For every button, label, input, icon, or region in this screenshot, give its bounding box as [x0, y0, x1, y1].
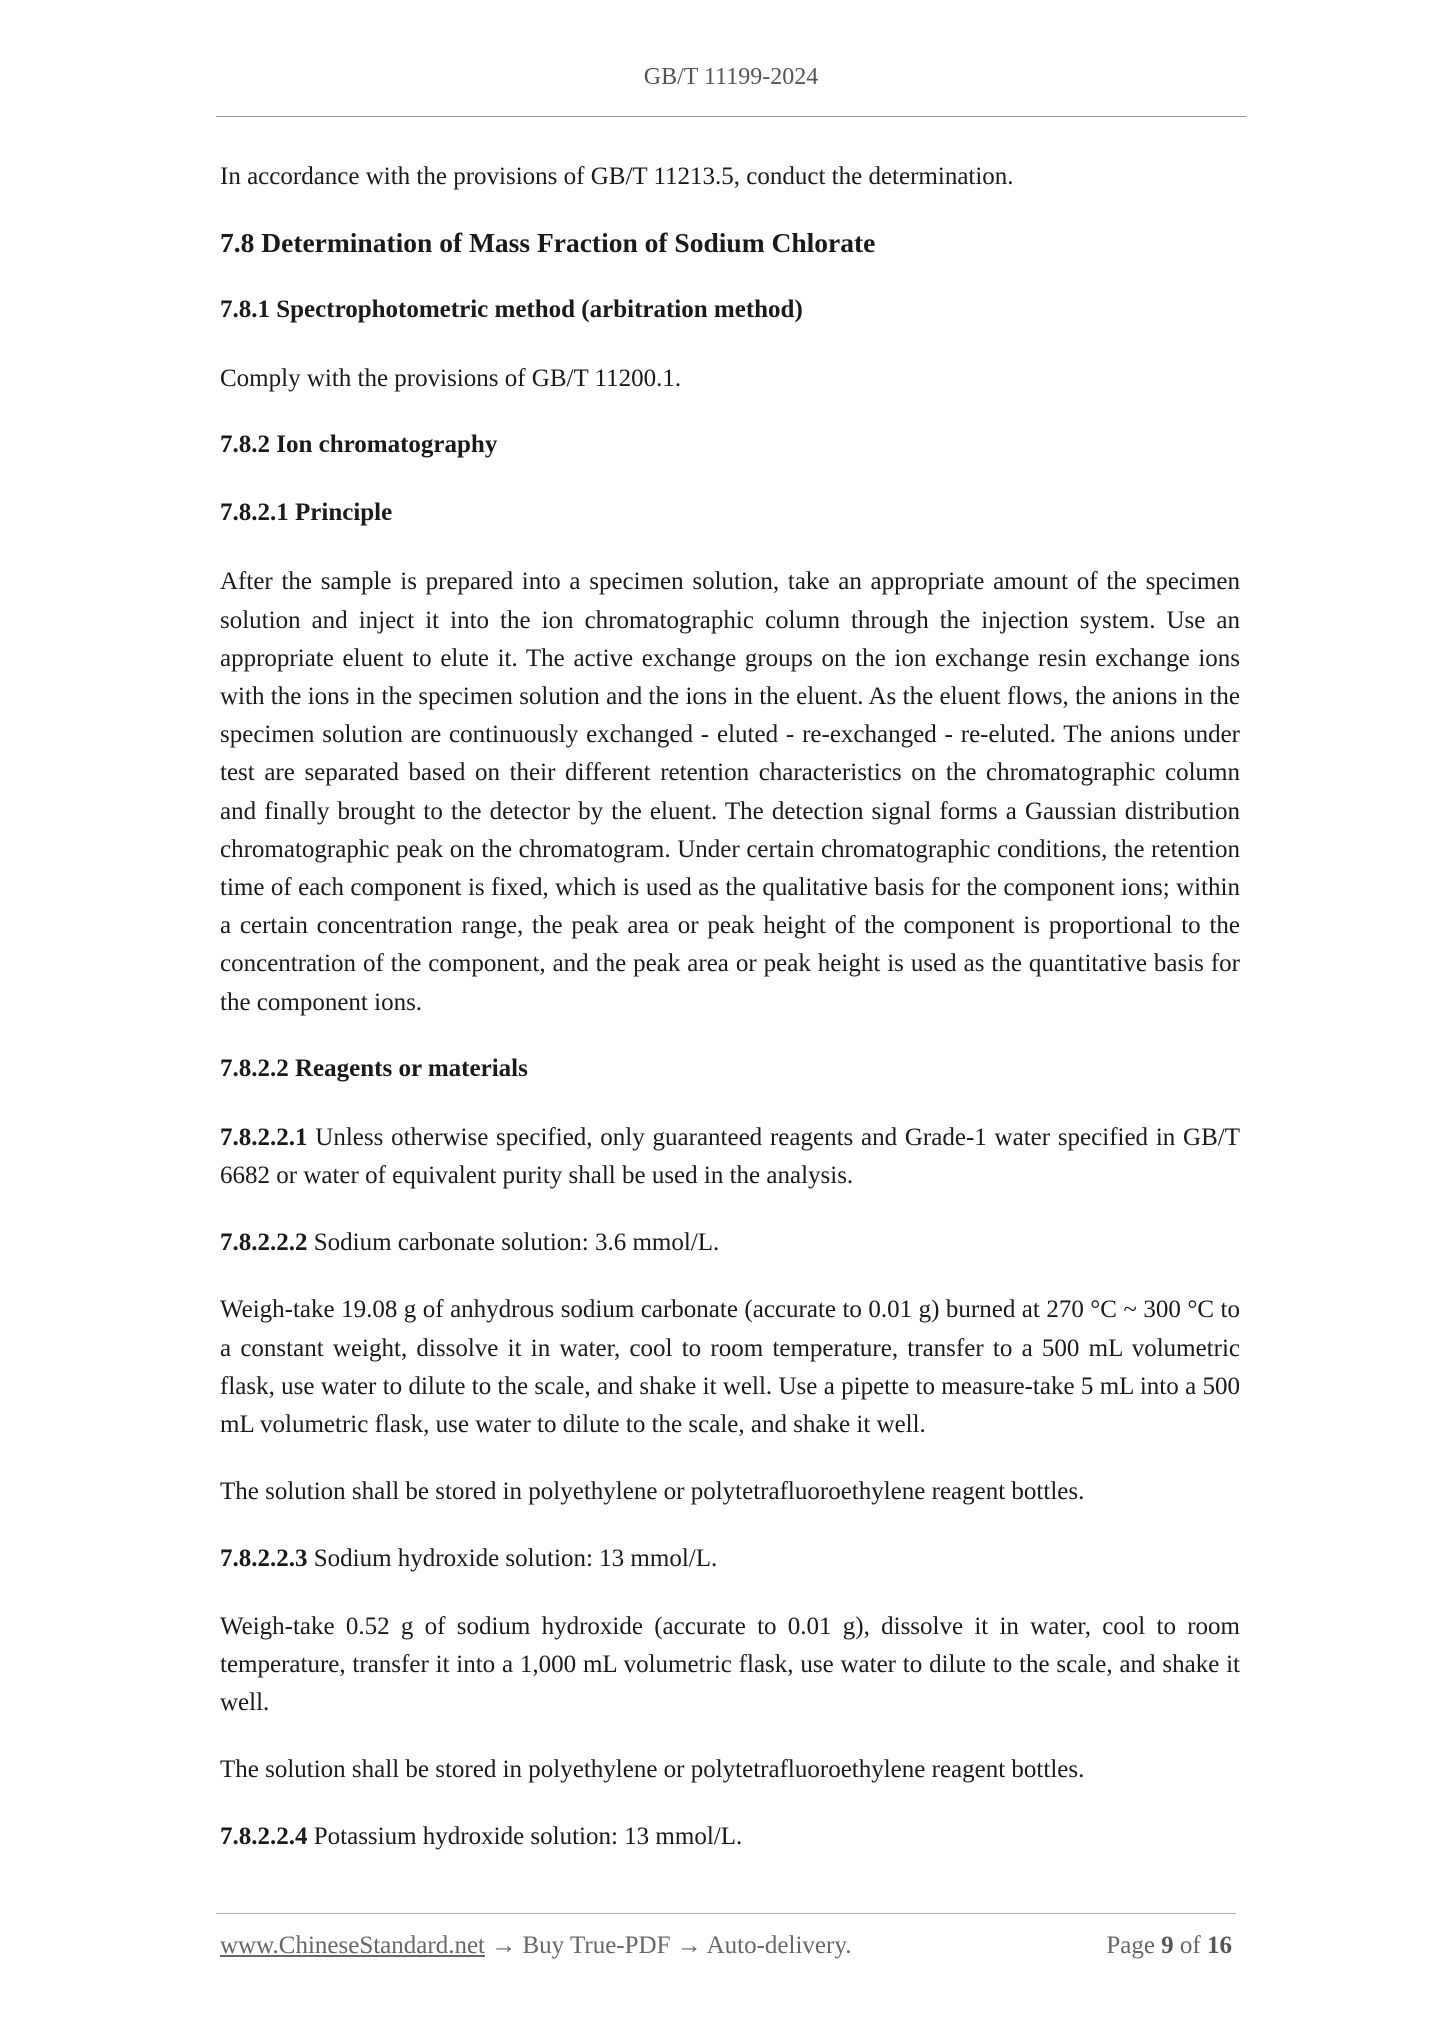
section-7-8-2-heading: 7.8.2 Ion chromatography: [220, 431, 498, 459]
sodium-carbonate-storage: The solution shall be stored in polyethylene or polytetrafluoroethylene reagent bottles.: [220, 1478, 1085, 1506]
clause-7-8-2-2-1: [220, 1119, 1240, 1195]
footer-promo: [220, 1932, 851, 1960]
intro-paragraph: In accordance with the provisions of GB/T 11213.5, conduct the determination.: [220, 163, 1014, 190]
principle-paragraph: After the sample is prepared into a specimen solution, take an appropriate amount of the specimen solution and inject it into the ion chromatographic column through the injection system. Use an appropriate eluent to elute it. The active exchange groups on the ion exchange resin exchange ions with the ions in the specimen solution and the ions in the eluent. As the eluent flows, the anions in the specimen solution are continuously exchanged - eluted - re-exchanged - re-eluted. The anions under test are separated based on their different retention characteristics on the chromatographic column and finally brought to the detector by the eluent. The detection signal forms a Gaussian distribution chromatographic peak on the chromatogram. Under certain chromatographic conditions, the retention time of each component is fixed, which is used as the qualitative basis for the component ions; within a certain concentration range, the peak area or peak height of the component is proportional to the concentration of the component, and the peak area or peak height is used as the quantitative basis for the component ions.: [220, 568, 1240, 1016]
page-number: 9: [1161, 1932, 1174, 1959]
page-counter: [1106, 1932, 1232, 1960]
section-7-8-heading: 7.8 Determination of Mass Fraction of Sodium Chlorate: [220, 227, 876, 259]
sodium-hydroxide-preparation: Weigh-take 0.52 g of sodium hydroxide (accurate to 0.01 g), dissolve it in water, cool to room temperature, transfer it into a 1,000 mL volumetric flask, use water to dilute to the scale, and shake it well.: [220, 1612, 1240, 1717]
clause-7-8-2-2-4: [220, 1818, 1240, 1856]
clause-number: 7.8.2.2.4: [220, 1823, 308, 1851]
section-7-8-1-text: Comply with the provisions of GB/T 11200.1.: [220, 365, 682, 393]
footer-divider: [216, 1913, 1236, 1914]
clause-7-8-2-2-2: [220, 1224, 1240, 1262]
footer-promo-text: → Buy True-PDF → Auto-delivery.: [485, 1932, 852, 1959]
clause-text: Potassium hydroxide solution: 13 mmol/L.: [307, 1823, 743, 1851]
page-total: 16: [1207, 1932, 1232, 1959]
section-7-8-2-1-heading: 7.8.2.1 Principle: [220, 499, 393, 527]
page-label: Page: [1106, 1932, 1155, 1959]
clause-number: 7.8.2.2.1: [220, 1123, 308, 1151]
section-7-8-2-2-heading: 7.8.2.2 Reagents or materials: [220, 1054, 528, 1082]
header-divider: [216, 116, 1246, 117]
sodium-carbonate-preparation: Weigh-take 19.08 g of anhydrous sodium carbonate (accurate to 0.01 g) burned at 270 °C ~ 300 °C to a constant weight, dissolve it in water, cool to room temperature, transfer to a 500 mL volumetric flask, use water to dilute to the scale, and shake it well. Use a pipette to measure-take 5 mL into a 500 mL volumetric flask, use water to dilute to the scale, and shake it well.: [220, 1296, 1240, 1439]
document-body: [220, 158, 1240, 1886]
clause-number: 7.8.2.2.2: [220, 1229, 308, 1257]
clause-7-8-2-2-3: [220, 1540, 1240, 1578]
sodium-hydroxide-storage: The solution shall be stored in polyethylene or polytetrafluoroethylene reagent bottles.: [220, 1756, 1085, 1784]
of-label: of: [1179, 1932, 1201, 1959]
page-header: GB/T 11199-2024: [643, 64, 819, 90]
clause-text: Unless otherwise specified, only guaranteed reagents and Grade-1 water specified in GB/T 6682 or water of equivalent purity shall be used in the analysis.: [220, 1123, 1240, 1190]
website-link[interactable]: www.ChineseStandard.net: [220, 1932, 485, 1959]
clause-text: Sodium hydroxide solution: 13 mmol/L.: [307, 1545, 718, 1573]
section-7-8-1-heading: 7.8.1 Spectrophotometric method (arbitration method): [220, 296, 803, 324]
clause-text: Sodium carbonate solution: 3.6 mmol/L.: [307, 1229, 720, 1257]
clause-number: 7.8.2.2.3: [220, 1545, 308, 1573]
